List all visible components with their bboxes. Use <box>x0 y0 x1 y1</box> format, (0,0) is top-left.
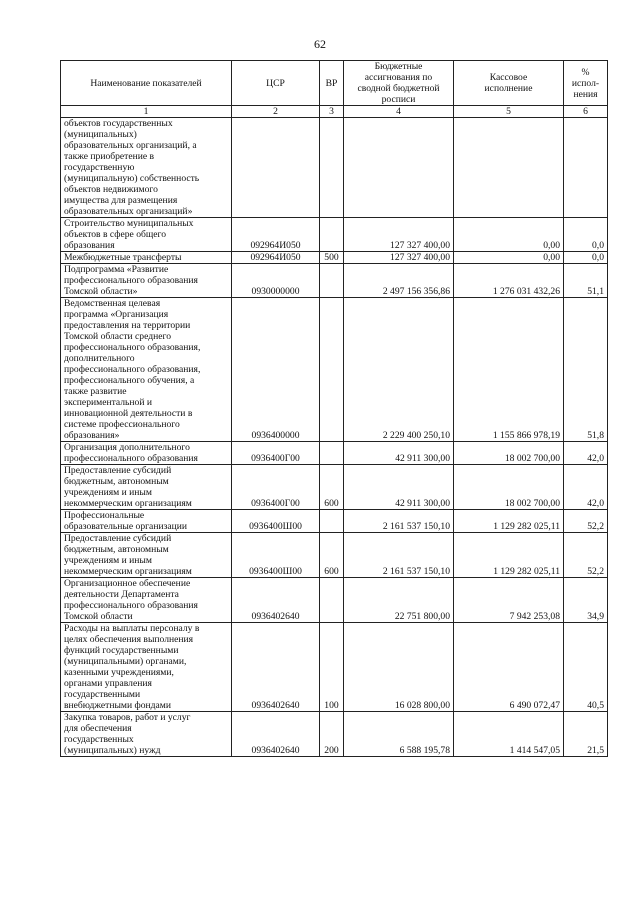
budget-assignments-value: 2 161 537 150,10 <box>344 510 454 533</box>
budget-assignments-value: 16 028 800,00 <box>344 623 454 712</box>
csr-code: 0936402640 <box>232 578 320 623</box>
column-number: 1 <box>61 106 232 118</box>
table-row <box>61 252 608 264</box>
vr-code <box>320 578 344 623</box>
column-number: 3 <box>320 106 344 118</box>
budget-assignments-value: 127 327 400,00 <box>344 218 454 252</box>
table-row <box>61 578 608 623</box>
csr-code: 0936400Ш00 <box>232 533 320 578</box>
table-row <box>61 298 608 442</box>
column-number: 4 <box>344 106 454 118</box>
vr-code <box>320 118 344 218</box>
vr-code <box>320 442 344 465</box>
header-vr: ВР <box>320 61 344 106</box>
table-row <box>61 218 608 252</box>
page-number: 62 <box>314 37 326 51</box>
table-row <box>61 465 608 510</box>
cash-execution-value: 1 129 282 025,11 <box>454 533 564 578</box>
header-execution: Кассовое исполнение <box>454 61 564 106</box>
budget-assignments-value: 6 588 195,78 <box>344 712 454 757</box>
csr-code: 0936402640 <box>232 623 320 712</box>
cash-execution-value: 18 002 700,00 <box>454 465 564 510</box>
budget-assignments-value <box>344 118 454 218</box>
vr-code: 200 <box>320 712 344 757</box>
execution-percent-value: 51,8 <box>564 298 608 442</box>
execution-percent-value: 42,0 <box>564 442 608 465</box>
csr-code: 0936400000 <box>232 298 320 442</box>
csr-code <box>232 118 320 218</box>
column-number: 6 <box>564 106 608 118</box>
indicator-name: Закупка товаров, работ и услуг для обеспечения государственных (муниципальных) нужд <box>61 712 232 757</box>
execution-percent-value: 0,0 <box>564 218 608 252</box>
csr-code: 0936402640 <box>232 712 320 757</box>
vr-code <box>320 264 344 298</box>
execution-percent-value: 52,2 <box>564 510 608 533</box>
execution-percent-value: 34,9 <box>564 578 608 623</box>
vr-code <box>320 218 344 252</box>
header-name: Наименование показателей <box>61 61 232 106</box>
cash-execution-value: 6 490 072,47 <box>454 623 564 712</box>
header-percent: % испол- нения <box>564 61 608 106</box>
execution-percent-value <box>564 118 608 218</box>
csr-code: 0936400Г00 <box>232 465 320 510</box>
budget-assignments-value: 2 497 156 356,86 <box>344 264 454 298</box>
vr-code: 600 <box>320 465 344 510</box>
cash-execution-value: 0,00 <box>454 252 564 264</box>
budget-assignments-value: 127 327 400,00 <box>344 252 454 264</box>
execution-percent-value: 42,0 <box>564 465 608 510</box>
table-row <box>61 510 608 533</box>
csr-code: 092964И050 <box>232 252 320 264</box>
indicator-name: Предоставление субсидий бюджетным, автономным учреждениям и иным некоммерческим организациям <box>61 465 232 510</box>
budget-assignments-value: 2 161 537 150,10 <box>344 533 454 578</box>
vr-code <box>320 510 344 533</box>
cash-execution-value <box>454 118 564 218</box>
header-csr: ЦСР <box>232 61 320 106</box>
vr-code <box>320 298 344 442</box>
table-row <box>61 533 608 578</box>
indicator-name: Подпрограмма «Развитие профессионального образования Томской области» <box>61 264 232 298</box>
execution-percent-value: 0,0 <box>564 252 608 264</box>
indicator-name: объектов государственных (муниципальных) образовательных организаций, а также приобретение в государственную (муниципальную) собственность объектов недвижимого имущества для размещения образовательных организаций» <box>61 118 232 218</box>
cash-execution-value: 0,00 <box>454 218 564 252</box>
table-row <box>61 118 608 218</box>
column-number: 5 <box>454 106 564 118</box>
indicator-name: Организация дополнительного профессионального образования <box>61 442 232 465</box>
table-row <box>61 712 608 757</box>
csr-code: 0930000000 <box>232 264 320 298</box>
cash-execution-value: 1 276 031 432,26 <box>454 264 564 298</box>
execution-percent-value: 52,2 <box>564 533 608 578</box>
cash-execution-value: 1 155 866 978,19 <box>454 298 564 442</box>
table-row <box>61 264 608 298</box>
execution-percent-value: 51,1 <box>564 264 608 298</box>
indicator-name: Расходы на выплаты персоналу в целях обеспечения выполнения функций государственными (муниципальными) органами, казенными учреждениями, органами управления государственными внебюджетными фондами <box>61 623 232 712</box>
indicator-name: Строительство муниципальных объектов в сфере общего образования <box>61 218 232 252</box>
table-row <box>61 623 608 712</box>
csr-code: 0936400Ш00 <box>232 510 320 533</box>
table-header-row <box>61 61 608 106</box>
column-number: 2 <box>232 106 320 118</box>
vr-code: 600 <box>320 533 344 578</box>
cash-execution-value: 1 129 282 025,11 <box>454 510 564 533</box>
column-number-row <box>61 106 608 118</box>
csr-code: 0936400Г00 <box>232 442 320 465</box>
indicator-name: Профессиональные образовательные организации <box>61 510 232 533</box>
cash-execution-value: 1 414 547,05 <box>454 712 564 757</box>
execution-percent-value: 40,5 <box>564 623 608 712</box>
vr-code: 100 <box>320 623 344 712</box>
indicator-name: Предоставление субсидий бюджетным, автономным учреждениям и иным некоммерческим организациям <box>61 533 232 578</box>
budget-assignments-value: 2 229 400 250,10 <box>344 298 454 442</box>
indicator-name: Межбюджетные трансферты <box>61 252 232 264</box>
budget-assignments-value: 22 751 800,00 <box>344 578 454 623</box>
execution-percent-value: 21,5 <box>564 712 608 757</box>
indicator-name: Ведомственная целевая программа «Организация предоставления на территории Томской области среднего профессионального образования, дополнительного профессионального образования, профессионального обучения, а также развитие экспериментальной и инновационной деятельности в системе профессионального образования» <box>61 298 232 442</box>
table-row <box>61 442 608 465</box>
indicator-name: Организационное обеспечение деятельности Департамента профессионального образования Томской области <box>61 578 232 623</box>
budget-assignments-value: 42 911 300,00 <box>344 442 454 465</box>
vr-code: 500 <box>320 252 344 264</box>
csr-code: 092964И050 <box>232 218 320 252</box>
header-assignments: Бюджетные ассигнования по сводной бюджетной росписи <box>344 61 454 106</box>
budget-execution-table <box>60 60 608 757</box>
cash-execution-value: 18 002 700,00 <box>454 442 564 465</box>
cash-execution-value: 7 942 253,08 <box>454 578 564 623</box>
budget-assignments-value: 42 911 300,00 <box>344 465 454 510</box>
